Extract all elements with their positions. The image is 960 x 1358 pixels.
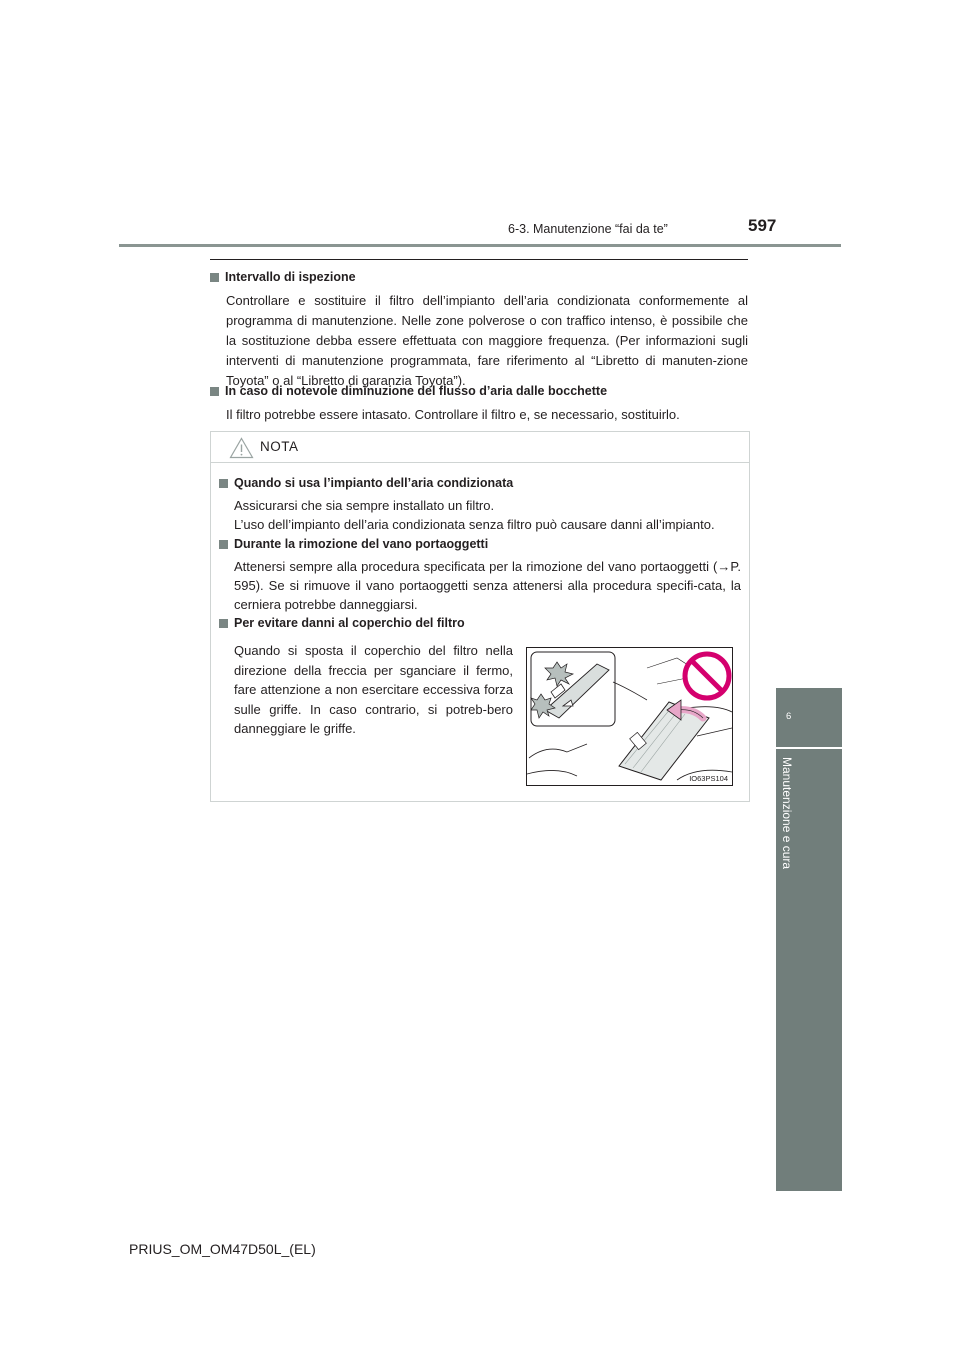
nota-item-filter-cover (219, 615, 741, 632)
content-rule (210, 259, 748, 260)
square-bullet-icon (210, 273, 219, 282)
document-code: PRIUS_OM_OM47D50L_(EL) (129, 1241, 316, 1257)
nota-item-body: Quando si sposta il coperchio del filtro nella direzione della freccia per sganciare il fermo, fare attenzione a non esercitare eccessiva forza sulle griffe. In caso contrario, si potreb-bero danneggiare le griffe. (234, 643, 513, 736)
nota-item-line: L’uso dell’impianto dell’aria condizionata senza filtro può causare danni all’impianto. (234, 517, 715, 532)
section-title: In caso di notevole diminuzione del flusso d’aria dalle bocchette (225, 384, 608, 398)
section-heading: 6-3. Manutenzione “fai da te” (508, 222, 668, 236)
square-bullet-icon (219, 540, 228, 549)
square-bullet-icon (210, 387, 219, 396)
header-rule (119, 244, 841, 247)
illustration-code: IO63PS104 (689, 774, 728, 783)
nota-item-line: Assicurarsi che sia sempre installato un filtro. (234, 498, 495, 513)
nota-item-air-conditioning (219, 475, 741, 534)
nota-item-title: Per evitare danni al coperchio del filtro (234, 616, 465, 630)
nota-header (211, 432, 749, 463)
nota-item-glove-box (219, 536, 741, 614)
filter-cover-drawing (527, 648, 733, 786)
section-title: Intervallo di ispezione (225, 270, 356, 284)
warning-triangle-icon (229, 437, 254, 459)
section-inspection-interval (210, 269, 748, 391)
nota-item-title: Quando si usa l’impianto dell’aria condizionata (234, 476, 514, 490)
nota-box (210, 431, 750, 802)
nota-label: NOTA (260, 439, 299, 454)
page-number: 597 (748, 216, 777, 235)
square-bullet-icon (219, 479, 228, 488)
chapter-number: 6 (786, 711, 792, 722)
section-body: Controllare e sostituire il filtro dell’impianto dell’aria condizionata conformemente al programma di manutenzione. Nelle zone polverose o con traffico intenso, è possibile che la sostituzione debba essere effettuata con maggiore frequenza. (Per informazioni sugli interventi di manutenzione programmata, fare riferimento al “Libretto di manuten-zione Toyota” o al “Libretto di garanzia Toyota”). (226, 293, 748, 388)
section-airflow (210, 383, 748, 425)
square-bullet-icon (219, 619, 228, 628)
nota-item-title: Durante la rimozione del vano portaoggetti (234, 537, 489, 551)
filter-cover-illustration (526, 647, 733, 786)
chapter-title: Manutenzione e cura (780, 757, 794, 870)
section-body: Il filtro potrebbe essere intasato. Controllare il filtro e, se necessario, sostituirlo. (226, 407, 680, 422)
nota-item-body: Attenersi sempre alla procedura specificata per la rimozione del vano portaoggetti (→P. 595). Se si rimuove il vano portaoggetti senza attenersi alla procedura specifi-cata, la cerniera potrebbe danneggiarsi. (234, 559, 741, 612)
